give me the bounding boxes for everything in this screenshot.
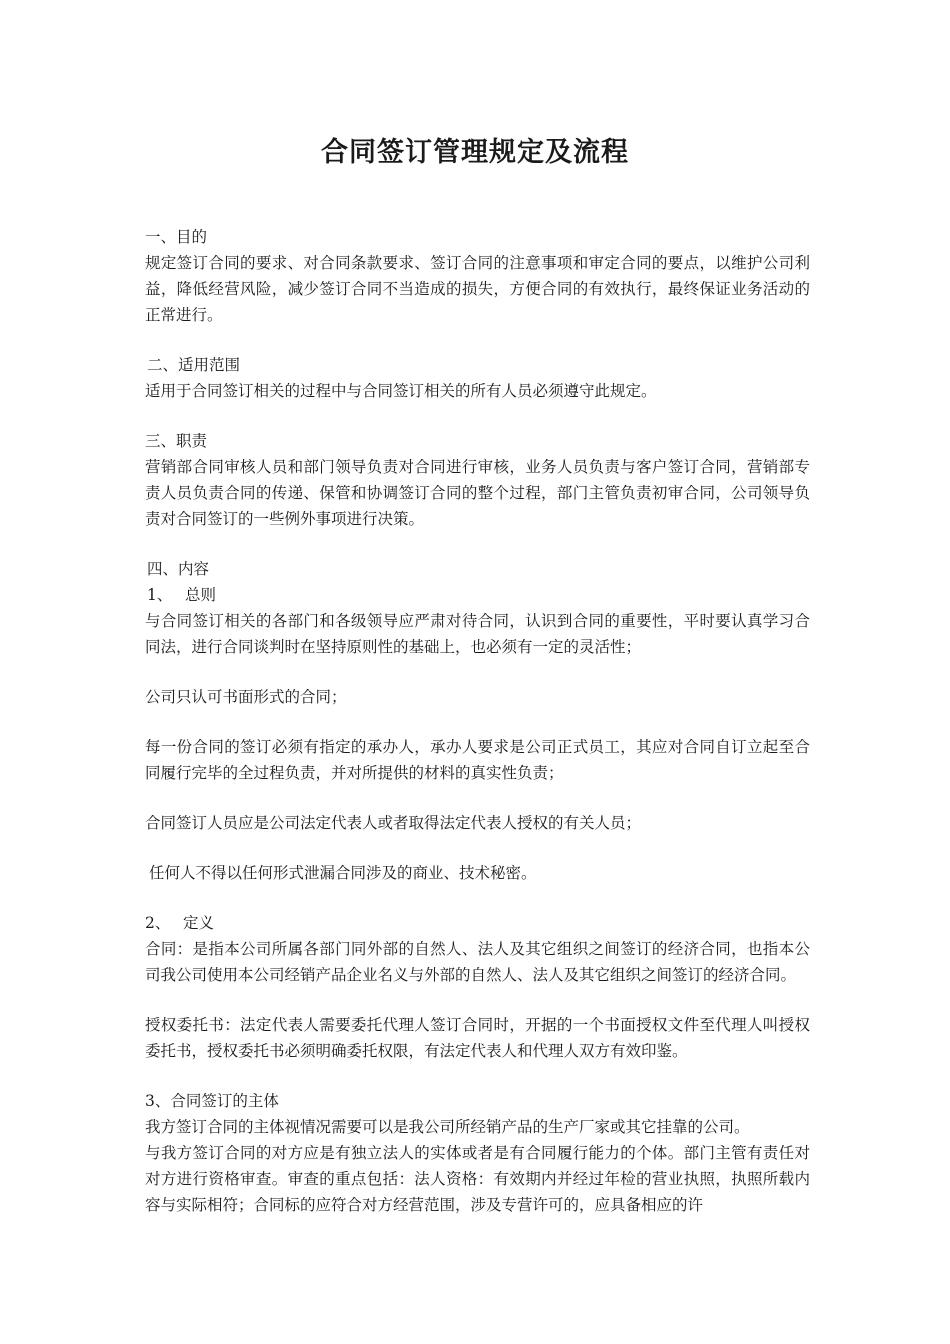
subsection-1-paragraph-4: 合同签订人员应是公司法定代表人或者取得法定代表人授权的有关人员； <box>145 814 642 832</box>
section-3-heading: 三、职责 <box>145 432 208 450</box>
section-1-text: 规定签订合同的要求、对合同条款要求、签订合同的注意事项和审定合同的要点，以维护公司利益，降低经营风险，减少签订合同不当造成的损失，方便合同的有效执行，最终保证业务活动的正常进行。 <box>145 254 810 324</box>
subsection-1-paragraph-5: 任何人不得以任何形式泄漏合同涉及的商业、技术秘密。 <box>149 864 537 882</box>
section-4-heading: 四、内容 <box>147 560 210 578</box>
subsection-3-paragraph-2: 与我方签订合同的对方应是有独立法人的实体或者是有合同履行能力的个体。部门主管有责任对对方进行资格审查。审查的重点包括：法人资格：有效期内并经过年检的营业执照，执照所载内容与实际相符；合同标的应符合对方经营范围，涉及专营许可的，应具备相应的许 <box>145 1144 810 1214</box>
subsection-3-heading: 3、合同签订的主体 <box>145 1092 279 1110</box>
subsection-3-paragraph-1: 我方签订合同的主体视情况需要可以是我公司所经销产品的生产厂家或其它挂靠的公司。 <box>145 1118 750 1136</box>
subsection-2-paragraph-2: 授权委托书：法定代表人需要委托代理人签订合同时，开据的一个书面授权文件至代理人叫授权委托书，授权委托书必须明确委托权限，有法定代表人和代理人双方有效印鉴。 <box>145 1016 810 1060</box>
document-body <box>145 224 810 1218</box>
subsection-2-heading <box>145 910 810 936</box>
subsection-2-paragraph-1: 合同：是指本公司所属各部门同外部的自然人、法人及其它组织之间签订的经济合同，也指本公司我公司使用本公司经销产品企业名义与外部的自然人、法人及其它组织之间签订的经济合同。 <box>145 940 810 984</box>
section-3-text: 营销部合同审核人员和部门领导负责对合同进行审核，业务人员负责与客户签订合同，营销部专责人员负责合同的传递、保管和协调签订合同的整个过程，部门主管负责初审合同，公司领导负责对合同签订的一些例外事项进行决策。 <box>145 458 810 528</box>
section-1-heading: 一、目的 <box>145 228 208 246</box>
subsection-1-number: 1、 <box>147 586 173 604</box>
section-2-heading: 二、适用范围 <box>147 356 241 374</box>
document-title: 合同签订管理规定及流程 <box>321 137 629 168</box>
subsection-1-paragraph-3: 每一份合同的签订必须有指定的承办人，承办人要求是公司正式员工，其应对合同自订立起至合同履行完毕的全过程负责，并对所提供的材料的真实性负责； <box>145 738 810 782</box>
subsection-1-label: 总则 <box>185 586 217 604</box>
subsection-2-label: 定义 <box>183 914 215 932</box>
section-2-text: 适用于合同签订相关的过程中与合同签订相关的所有人员必须遵守此规定。 <box>145 382 657 400</box>
subsection-1-heading <box>145 582 810 608</box>
subsection-2-number: 2、 <box>145 914 171 932</box>
subsection-1-paragraph-1: 与合同签订相关的各部门和各级领导应严肃对待合同，认识到合同的重要性，平时要认真学习合同法，进行合同谈判时在坚持原则性的基础上，也必须有一定的灵活性； <box>145 612 810 656</box>
subsection-1-paragraph-2: 公司只认可书面形式的合同； <box>145 688 347 706</box>
